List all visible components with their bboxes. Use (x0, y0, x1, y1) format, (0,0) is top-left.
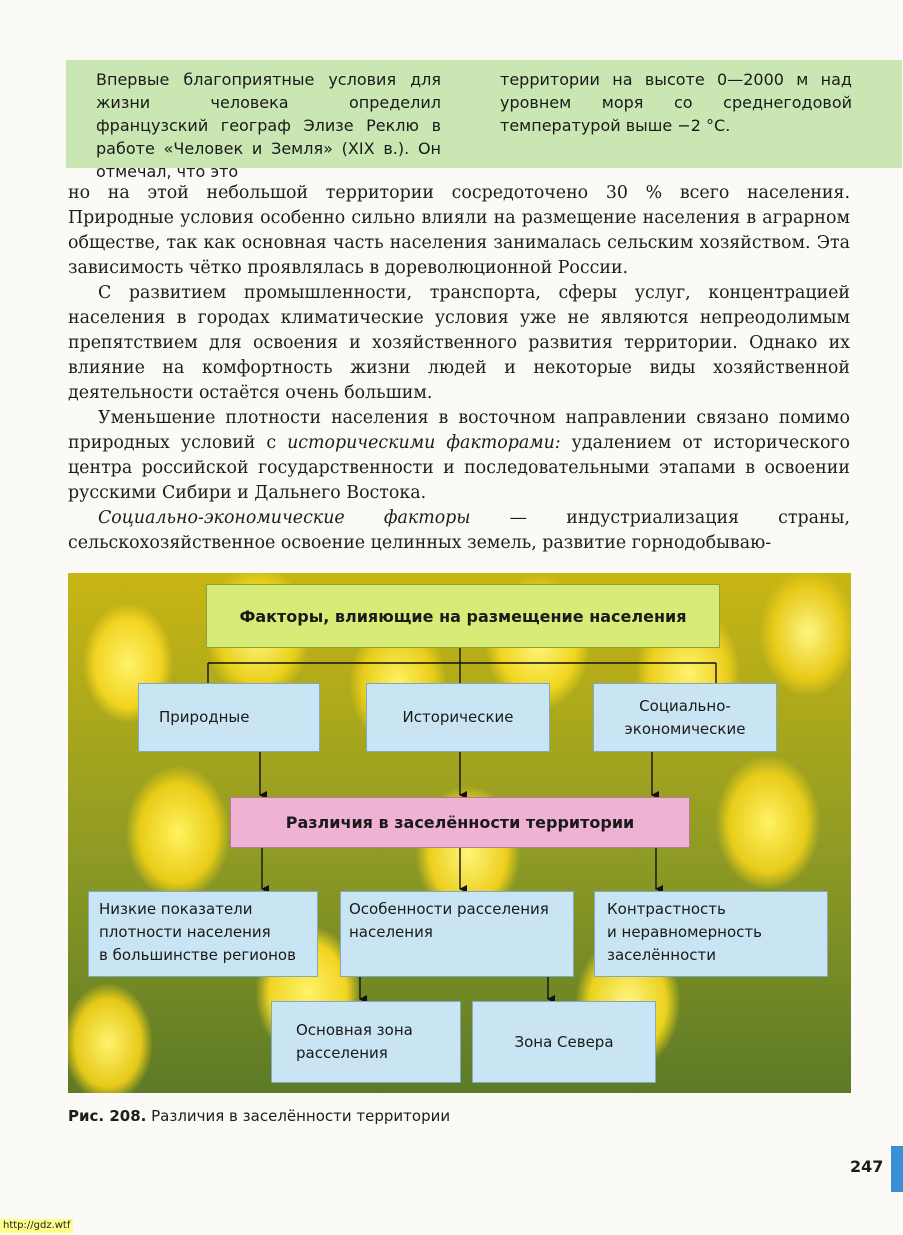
note-left-text: Впервые благоприятные условия для жизни человека определил французский географ Элизе Реклю в работе «Человек и Земля» (XIX в.). Он отмечал, что это (96, 70, 441, 181)
outcome-density-line-1: Низкие показатели (99, 900, 253, 918)
diagram-title: Факторы, влияющие на размещение населения (239, 606, 687, 626)
caption-label: Рис. 208. (68, 1107, 147, 1125)
watermark-link[interactable]: http://gdz.wtf (0, 1219, 73, 1233)
factor-natural-box (138, 683, 320, 752)
paragraph-4 (68, 506, 850, 556)
outcome-settlement-line-2: населения (349, 923, 433, 941)
outcome-density-line-2: плотности населения (99, 923, 271, 941)
figure-caption (68, 1107, 848, 1125)
paragraph-3-end: удалением от исторического центра российской государственности и последовательными этапами в освоении русскими Сибири и Дальнего Востока. (68, 433, 851, 503)
factor-socio-economic-label (625, 695, 746, 741)
outcome-density-line-3: в большинстве регионов (99, 946, 296, 964)
paragraph-1: но на этой небольшой территории сосредоточено 30 % всего населения. Природные условия особенно сильно влияли на размещение населения в аграрном обществе, так как основная часть населения занималась сельским хозяйством. Эта зависимость чётко проявлялась в дореволюционной России. (68, 183, 850, 278)
paragraph-3 (68, 406, 850, 506)
caption-text: Различия в заселённости территории (151, 1107, 451, 1125)
historical-factors-term: историческими факторами: (287, 433, 561, 453)
note-right-text: территории на высоте 0—2000 м над уровнем моря со среднегодовой температурой выше −2 °С. (500, 70, 852, 135)
sidebar-note (66, 60, 902, 181)
outcome-contrast-box (594, 891, 828, 977)
zone-north-label: Зона Севера (514, 1032, 614, 1051)
paragraph-2: С развитием промышленности, транспорта, сферы услуг, концентрацией населения в городах климатические условия уже не являются непреодолимым препятствием для освоения и хозяйственного развития территории. Однако их влияние на комфортность жизни людей и некоторые виды хозяйственной деятельности остаётся очень большим. (68, 283, 850, 403)
page-number: 247 (850, 1157, 884, 1176)
zone-main-line-2: расселения (296, 1044, 388, 1062)
page-tab-marker (891, 1146, 903, 1192)
factors-diagram (68, 573, 851, 1093)
paragraph-3-start: Уменьшение плотности населения в восточном направлении связано помимо природных условий с (68, 408, 850, 453)
factor-socio-economic-box (593, 683, 777, 752)
factor-historical-label: Исторические (402, 708, 514, 726)
outcome-contrast-line-1: Контрастность (607, 900, 726, 918)
outcome-density-box (88, 891, 318, 977)
factor-natural-label: Природные (159, 708, 250, 726)
zone-north-box (472, 1001, 656, 1083)
diagram-title-box (206, 584, 720, 648)
center-label: Различия в заселённости территории (285, 813, 635, 832)
factor-historical-box (366, 683, 550, 752)
socio-economic-factors-term: Социально-экономические факторы (98, 508, 471, 528)
zone-main-label (296, 1019, 413, 1065)
factor-socio-line-1: Социально- (639, 696, 731, 715)
outcome-contrast-line-3: заселённости (607, 946, 716, 964)
factor-socio-line-2: экономические (624, 719, 746, 738)
center-box (230, 797, 690, 848)
outcome-contrast-line-2: и неравномерность (607, 923, 762, 941)
zone-main-line-1: Основная зона (296, 1021, 413, 1039)
outcome-settlement-box (340, 891, 574, 977)
outcome-settlement-line-1: Особенности расселения (349, 900, 549, 918)
paragraph-4-end: — индустриализация страны, сельскохозяйственное освоение целинных земель, развитие горнодобываю- (68, 508, 851, 553)
main-text (68, 181, 850, 556)
zone-main-box (271, 1001, 461, 1083)
